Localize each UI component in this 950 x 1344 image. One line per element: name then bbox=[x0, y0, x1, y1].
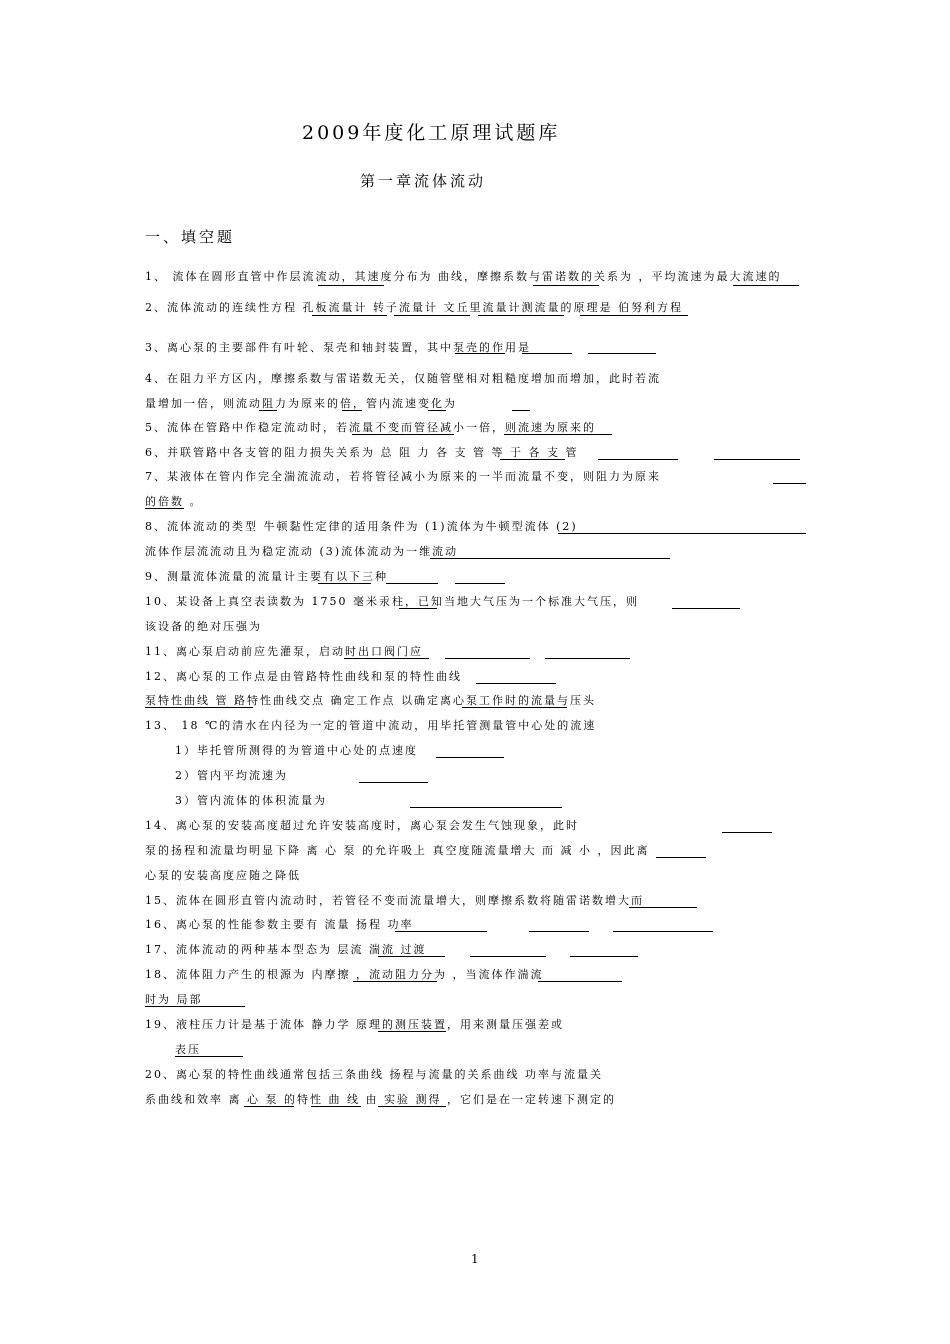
question-line-q12a: 12、离心泵的工作点是由管路特性曲线和泵的特性曲线 bbox=[145, 670, 462, 683]
question-line-q13_3: 3）管内流体的体积流量为 bbox=[175, 794, 327, 807]
question-line-q1: 1、 流体在圆形直管中作层流流动，其速度分布为 曲线，摩擦系数与雷诺数的关系为 ，平均流速为最大流速的 bbox=[145, 270, 782, 283]
question-line-q2: 2、流体流动的连续性方程 孔板流量计 转子流量计 文丘里流量计测流量的原理是 伯努利方程 bbox=[145, 301, 683, 314]
question-line-q17: 17、流体流动的两种基本型态为 层流 湍流 过渡 bbox=[145, 943, 427, 956]
question-line-q12b: 泵特性曲线 管 路特性曲线交点 确定工作点 以确定离心泵工作时的流量与压头 bbox=[145, 694, 596, 707]
question-line-q13: 13、 18 ℃的清水在内径为一定的管道中流动，用毕托管测量管中心处的流速 bbox=[145, 719, 597, 732]
question-line-q19b: 表压 bbox=[175, 1043, 201, 1056]
question-line-q3: 3、离心泵的主要部件有叶轮、泵壳和轴封装置，其中泵壳的作用是 bbox=[145, 341, 531, 354]
section-heading: 一、填空题 bbox=[145, 228, 236, 246]
question-line-q10a: 10、某设备上真空表读数为 1750 毫米汞柱，已知当地大气压为一个标准大气压，则 bbox=[145, 595, 639, 608]
question-line-q15: 15、流体在圆形直管内流动时，若管径不变而流量增大，则摩擦系数将随雷诺数增大而 bbox=[145, 894, 644, 907]
question-line-q6: 6、并联管路中各支管的阻力损失关系为 总 阻 力 各 支 管 等 于 各 支 管 bbox=[145, 446, 579, 459]
question-line-q9: 9、测量流体流量的流量计主要有以下三种 bbox=[145, 570, 388, 583]
question-line-q14a: 14、离心泵的安装高度超过允许安装高度时，离心泵会发生气蚀现象，此时 bbox=[145, 819, 579, 832]
question-line-q13_1: 1）毕托管所测得的为管道中心处的点速度 bbox=[175, 744, 418, 757]
question-line-q4a: 4、在阻力平方区内，摩擦系数与雷诺数无关，仅随管壁相对粗糙度增加而增加，此时若流 bbox=[145, 372, 661, 385]
chapter-title: 第一章流体流动 bbox=[360, 172, 487, 190]
question-line-q11: 11、离心泵启动前应先灌泵，启动时出口阀门应 bbox=[145, 645, 423, 658]
question-line-q16: 16、离心泵的性能参数主要有 流量 扬程 功率 bbox=[145, 918, 414, 931]
question-line-q7a: 7、某液体在管内作完全湍流流动，若将管径减小为原来的一半而流量不变，则阻力为原来 bbox=[145, 470, 661, 483]
question-line-q14b: 泵的扬程和流量均明显下降 离 心 泵 的允许吸上 真空度随流量增大 而 减 小 ，因此离 bbox=[145, 844, 650, 857]
question-line-q13_2: 2）管内平均流速为 bbox=[175, 769, 288, 782]
question-line-q8a: 8、流体流动的类型 牛顿黏性定律的适用条件为 (1)流体为牛顿型流体 (2) bbox=[145, 520, 578, 533]
question-line-q20b: 系曲线和效率 离 心 泵 的特性 曲 线 由 实验 测得 ，它们是在一定转速下测定的 bbox=[145, 1093, 616, 1106]
question-line-q5: 5、流体在管路中作稳定流动时，若流量不变而管径减小一倍，则流速为原来的 bbox=[145, 421, 596, 434]
page-title: 2009年度化工原理试题库 bbox=[302, 122, 561, 144]
question-line-q8b: 流体作层流流动且为稳定流动 (3)流体流动为一维流动 bbox=[145, 545, 459, 558]
question-line-q10b: 该设备的绝对压强为 bbox=[145, 620, 262, 633]
page-number: 1 bbox=[471, 1252, 479, 1266]
question-line-q19a: 19、液柱压力计是基于流体 静力学 原理的测压装置，用来测量压强差或 bbox=[145, 1018, 564, 1031]
question-line-q18a: 18、流体阻力产生的根源为 内摩擦 ，流动阻力分为 ，当流体作湍流 bbox=[145, 968, 544, 981]
question-line-q4b: 量增加一倍，则流动阻力为原来的倍，管内流速变化为 bbox=[145, 397, 457, 410]
question-line-q7b: 的倍数 。 bbox=[145, 495, 203, 508]
question-line-q14c: 心泵的安装高度应随之降低 bbox=[145, 869, 301, 882]
question-line-q18b: 时为 局部 bbox=[145, 993, 203, 1006]
question-line-q20a: 20、离心泵的特性曲线通常包括三条曲线 扬程与流量的关系曲线 功率与流量关 bbox=[145, 1068, 603, 1081]
